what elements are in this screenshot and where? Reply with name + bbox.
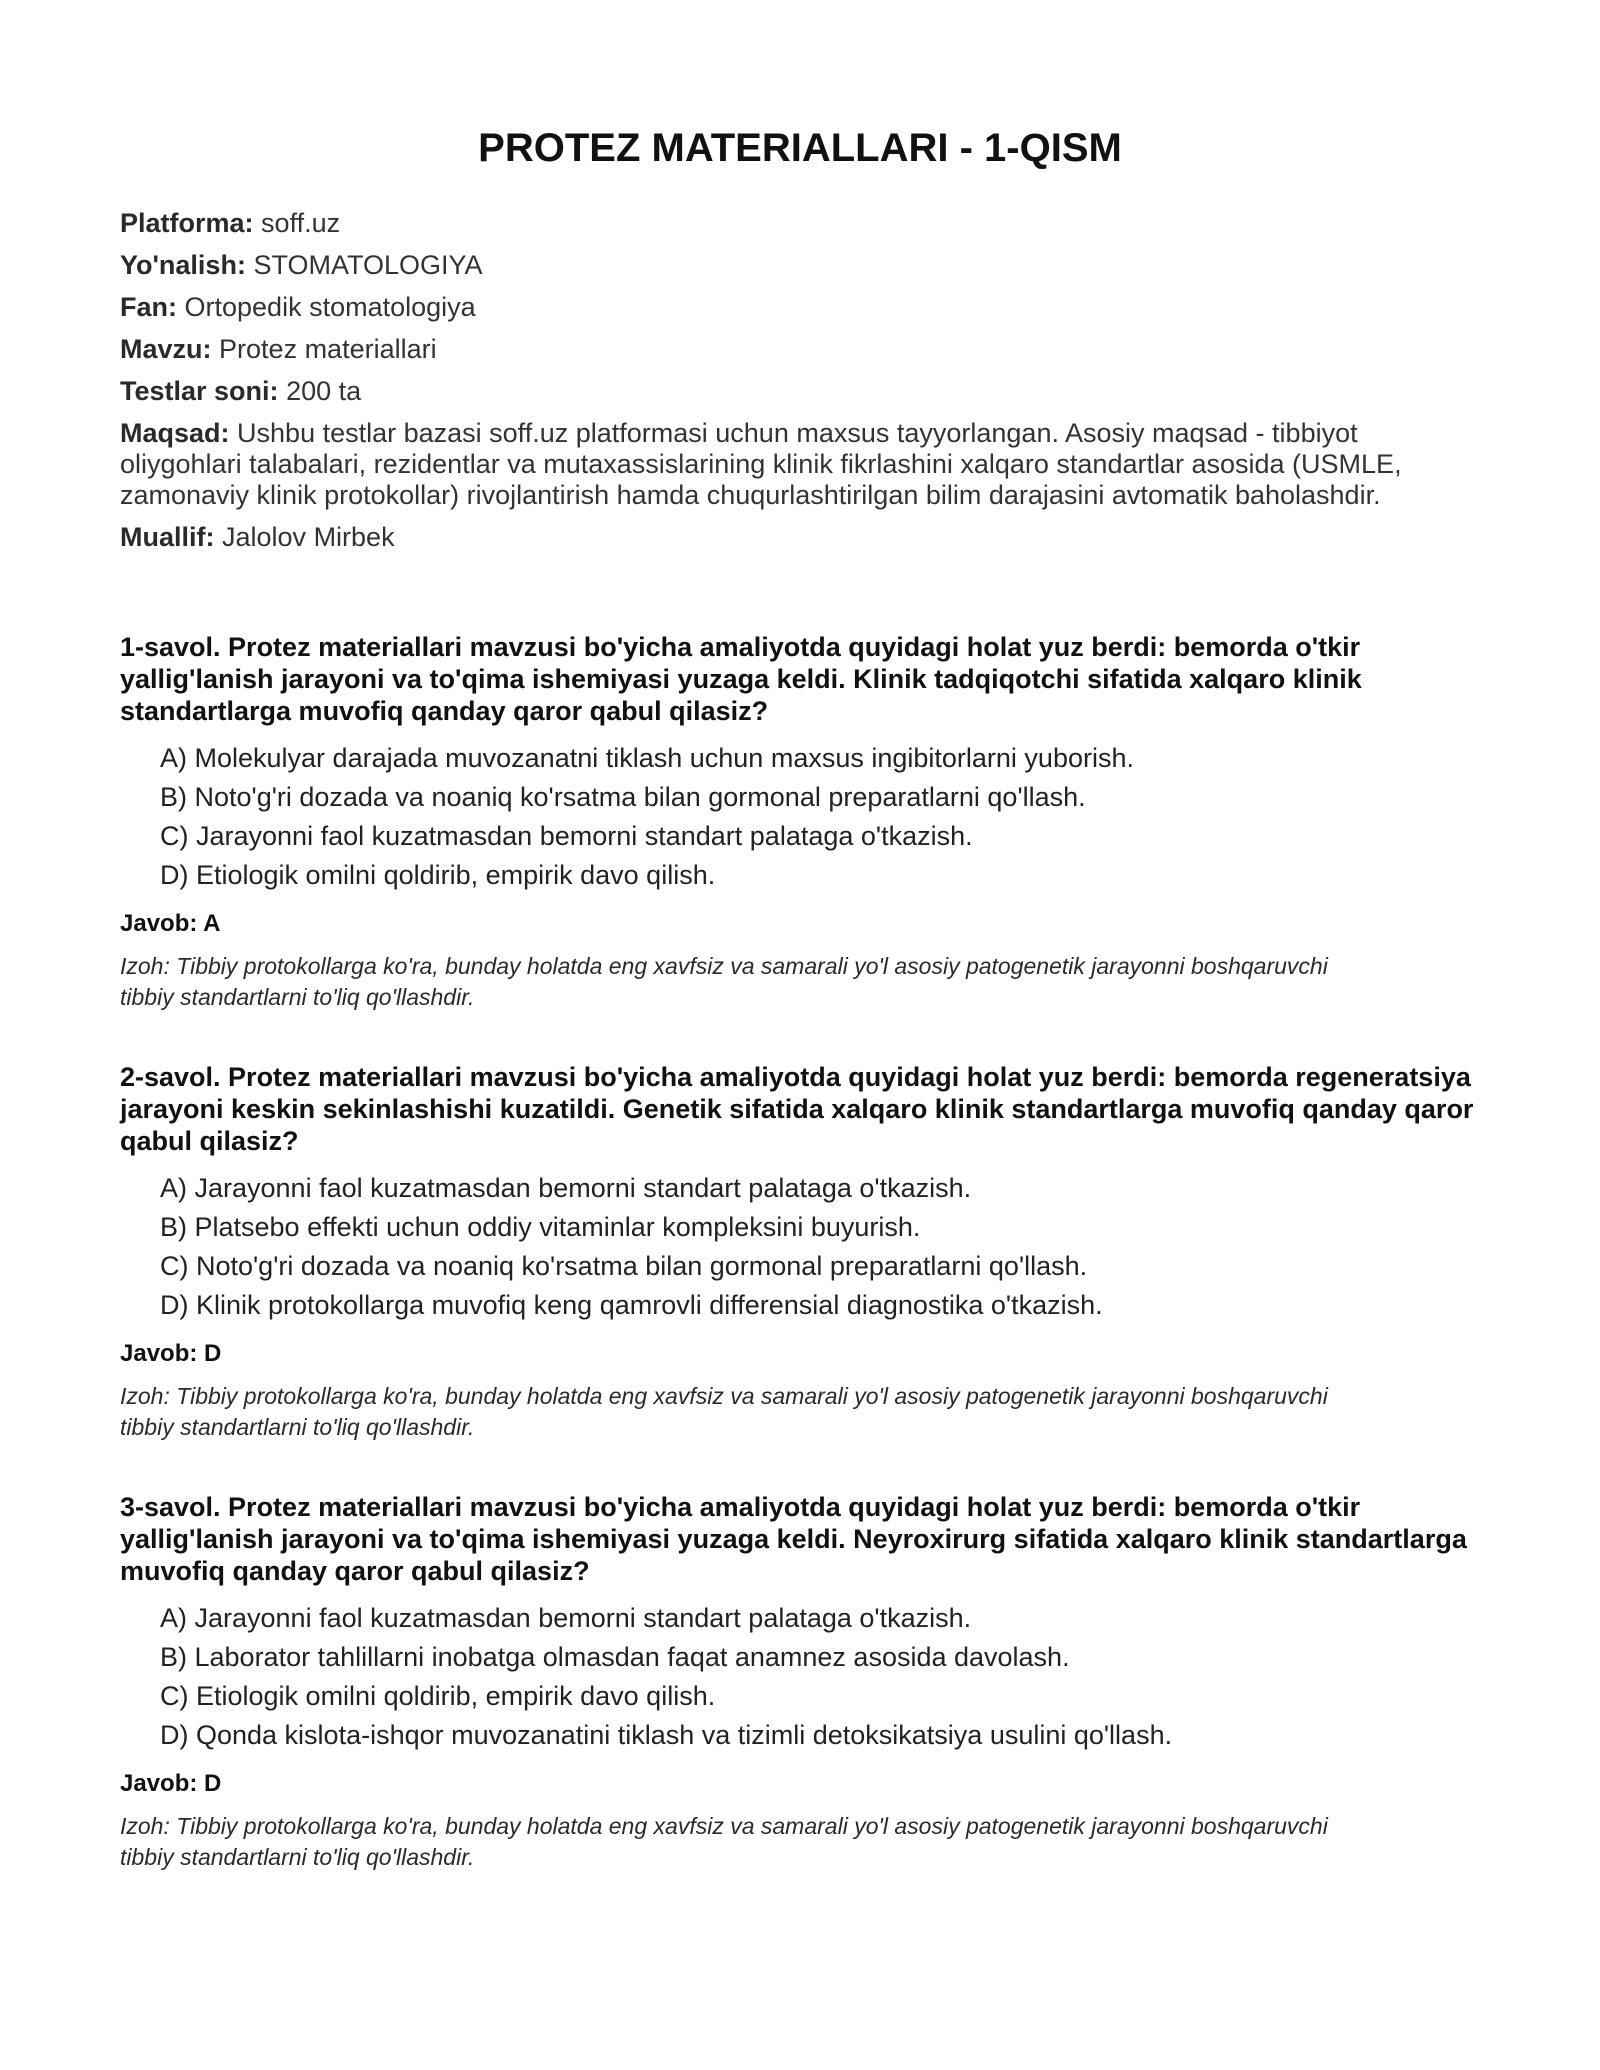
option-a: A) Jarayonni faol kuzatmasdan bemorni standart palataga o'tkazish. [160, 1173, 972, 1203]
option-a: A) Molekulyar darajada muvozanatni tiklash uchun maxsus ingibitorlarni yuborish. [160, 743, 1134, 773]
answer-label: Javob: D [120, 1340, 222, 1367]
option-c: C) Jarayonni faol kuzatmasdan bemorni standart palataga o'tkazish. [160, 821, 973, 851]
option-d: D) Qonda kislota-ishqor muvozanatini tiklash va tizimli detoksikatsiya usulini qo'llash. [160, 1720, 1173, 1750]
question-2 [120, 1061, 1480, 1443]
option-b: B) Platsebo effekti uchun oddiy vitaminlar kompleksini buyurish. [160, 1212, 921, 1242]
explanation-text: Izoh: Tibbiy protokollarga ko'ra, bunday holatda eng xavfsiz va samarali yo'l asosiy patogenetik jarayonni boshqaruvchi tibbiy standartlarni to'liq qo'llashdir. [120, 1383, 1328, 1440]
meta-label: Muallif: [120, 522, 215, 552]
meta-block [120, 208, 1480, 553]
meta-label: Fan: [120, 292, 177, 322]
question-1 [120, 631, 1480, 1013]
meta-label: Platforma: [120, 208, 254, 238]
question-text: 3-savol. Protez materiallari mavzusi bo'yicha amaliyotda quyidagi holat yuz berdi: bemorda o'tkir yallig'lanish jarayoni va to'qima ishemiyasi yuzaga keldi. Neyroxirurg sifatida xalqaro klinik standartlarga muvofiq qanday qaror qabul qilasiz? [120, 1492, 1467, 1586]
option-c: C) Noto'g'ri dozada va noaniq ko'rsatma bilan gormonal preparatlarni qo'llash. [160, 1251, 1088, 1281]
answer-label: Javob: D [120, 1770, 222, 1797]
meta-value: Protez materiallari [219, 334, 437, 364]
answer-label: Javob: A [120, 910, 221, 937]
option-list [120, 739, 1480, 895]
option-b: B) Noto'g'ri dozada va noaniq ko'rsatma bilan gormonal preparatlarni qo'llash. [160, 782, 1086, 812]
meta-platforma [120, 208, 1480, 239]
question-text: 2-savol. Protez materiallari mavzusi bo'yicha amaliyotda quyidagi holat yuz berdi: bemorda regeneratsiya jarayoni keskin sekinlashishi kuzatildi. Genetik sifatida xalqaro klinik standartlarga muvofiq qanday qaror qabul qilasiz? [120, 1062, 1474, 1156]
meta-maqsad [120, 418, 1480, 511]
question-text: 1-savol. Protez materiallari mavzusi bo'yicha amaliyotda quyidagi holat yuz berdi: bemorda o'tkir yallig'lanish jarayoni va to'qima ishemiyasi yuzaga keldi. Klinik tadqiqotchi sifatida xalqaro klinik standartlarga muvofiq qanday qaror qabul qilasiz? [120, 632, 1362, 726]
option-d: D) Klinik protokollarga muvofiq keng qamrovli differensial diagnostika o'tkazish. [160, 1290, 1103, 1320]
option-b: B) Laborator tahlillarni inobatga olmasdan faqat anamnez asosida davolash. [160, 1642, 1070, 1672]
meta-value: soff.uz [261, 208, 341, 238]
meta-yonalish [120, 250, 1480, 281]
question-3 [120, 1491, 1480, 1873]
meta-value: 200 ta [286, 376, 362, 406]
explanation-text: Izoh: Tibbiy protokollarga ko'ra, bunday holatda eng xavfsiz va samarali yo'l asosiy patogenetik jarayonni boshqaruvchi tibbiy standartlarni to'liq qo'llashdir. [120, 1813, 1328, 1870]
option-a: A) Jarayonni faol kuzatmasdan bemorni standart palataga o'tkazish. [160, 1603, 972, 1633]
option-list [120, 1599, 1480, 1755]
option-d: D) Etiologik omilni qoldirib, empirik davo qilish. [160, 860, 716, 890]
meta-label: Yo'nalish: [120, 250, 246, 280]
meta-testlar-soni [120, 376, 1480, 407]
meta-value: Ushbu testlar bazasi soff.uz platformasi uchun maxsus tayyorlangan. Asosiy maqsad - tibbiyot oliygohlari talabalari, rezidentlar va mutaxassislarining klinik fikrlashini xalqaro standartlar asosida (USMLE, zamonaviy klinik protokollar) rivojlantirish hamda chuqurlashtirilgan bilim darajasini avtomatik baholashdir. [120, 418, 1402, 510]
meta-value: Ortopedik stomatologiya [184, 292, 476, 322]
meta-label: Maqsad: [120, 418, 230, 448]
meta-mavzu [120, 334, 1480, 365]
meta-label: Mavzu: [120, 334, 212, 364]
meta-fan [120, 292, 1480, 323]
question-list [120, 631, 1480, 1873]
page-title: PROTEZ MATERIALLARI - 1-QISM [478, 126, 1122, 170]
meta-muallif [120, 522, 1480, 553]
option-list [120, 1169, 1480, 1325]
meta-value: Jalolov Mirbek [222, 522, 395, 552]
meta-label: Testlar soni: [120, 376, 279, 406]
option-c: C) Etiologik omilni qoldirib, empirik davo qilish. [160, 1681, 716, 1711]
explanation-text: Izoh: Tibbiy protokollarga ko'ra, bunday holatda eng xavfsiz va samarali yo'l asosiy patogenetik jarayonni boshqaruvchi tibbiy standartlarni to'liq qo'llashdir. [120, 953, 1328, 1010]
meta-value: STOMATOLOGIYA [253, 250, 483, 280]
